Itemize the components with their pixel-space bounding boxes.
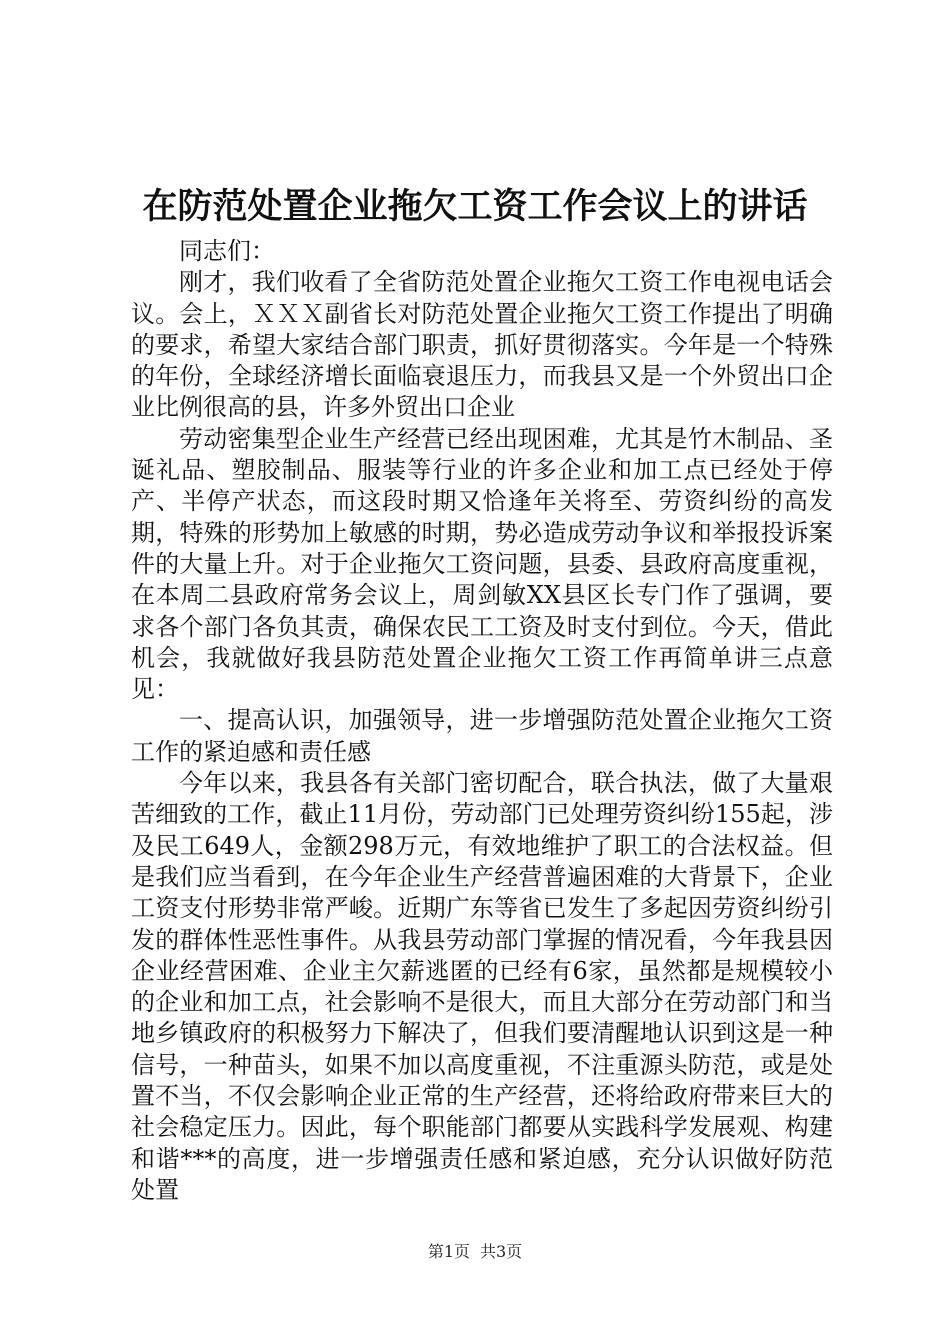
document-body <box>131 236 833 1206</box>
body-paragraph: 刚才，我们收看了全省防范处置企业拖欠工资工作电视电话会议。会上，ＸＸＸ副省长对防范处置企业拖欠工资工作提出了明确的要求，希望大家结合部门职责，抓好贯彻落实。今年是一个特殊的年份，全球经济增长面临衰退压力，而我县又是一个外贸出口企业比例很高的县，许多外贸出口企业 <box>131 268 833 422</box>
document-title: 在防范处置企业拖欠工资工作会议上的讲话 <box>142 186 808 227</box>
body-paragraph: 劳动密集型企业生产经营已经出现困难，尤其是竹木制品、圣诞礼品、塑胶制品、服装等行业的许多企业和加工点已经处于停产、半停产状态，而这段时期又恰逢年关将至、劳资纠纷的高发期，特殊的形势加上敏感的时期，势必造成劳动争议和举报投诉案件的大量上升。对于企业拖欠工资问题，县委、县政府高度重视，在本周二县政府常务会议上，周剑敏XX县区长专门作了强调，要求各个部门各负其责，确保农民工工资及时支付到位。今天，借此机会，我就做好我县防范处置企业拖欠工资工作再简单讲三点意见： <box>131 424 833 704</box>
section-heading: 一、提高认识，加强领导，进一步增强防范处置企业拖欠工资工作的紧迫感和责任感 <box>131 706 833 766</box>
page-total: 共3页 <box>480 1242 523 1261</box>
page-number: 第1页 <box>427 1242 470 1261</box>
salutation: 同志们： <box>179 237 275 265</box>
page-footer <box>0 1240 950 1264</box>
body-paragraph: 今年以来，我县各有关部门密切配合，联合执法，做了大量艰苦细致的工作，截止11月份，劳动部门已处理劳资纠纷155起，涉及民工649人，金额298万元，有效地维护了职工的合法权益。但是我们应当看到，在今年企业生产经营普遍困难的大背景下，企业工资支付形势非常严峻。近期广东等省已发生了多起因劳资纠纷引发的群体性恶性事件。从我县劳动部门掌握的情况看，今年我县因企业经营困难、企业主欠薪逃匿的已经有6家，虽然都是规模较小的企业和加工点，社会影响不是很大，而且大部分在劳动部门和当地乡镇政府的积极努力下解决了，但我们要清醒地认识到这是一种信号，一种苗头，如果不加以高度重视，不注重源头防范，或是处置不当，不仅会影响企业正常的生产经营，还将给政府带来巨大的社会稳定压力。因此，每个职能部门都要从实践科学发展观、构建和谐***的高度，进一步增强责任感和紧迫感，充分认识做好防范处置 <box>131 769 833 1204</box>
